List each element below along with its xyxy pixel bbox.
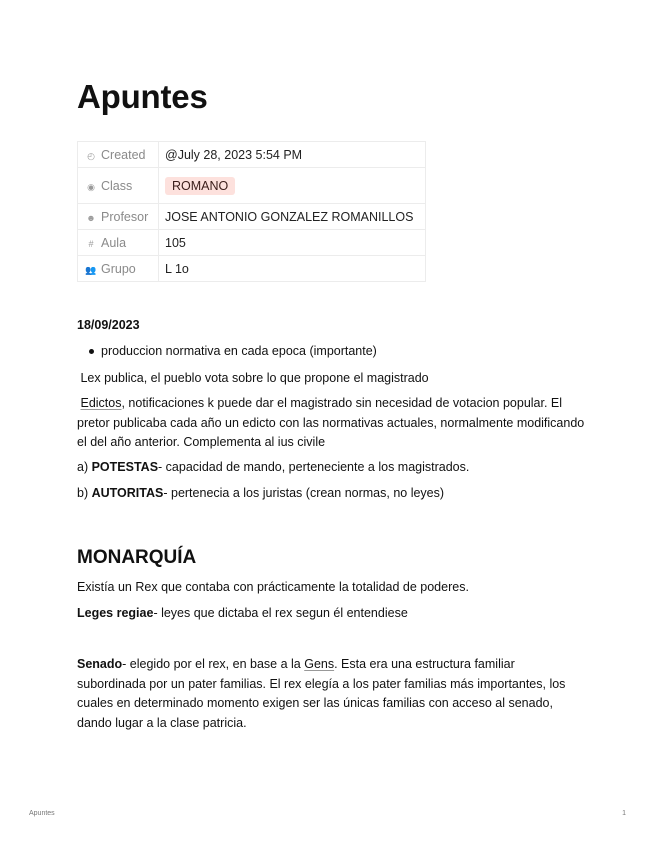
- property-grupo: [78, 256, 426, 282]
- edictos-link[interactable]: Edictos: [80, 396, 122, 410]
- property-label-text: Profesor: [101, 209, 149, 224]
- property-aula: [78, 230, 426, 256]
- footer-title: Apuntes: [29, 810, 55, 817]
- class-tag[interactable]: ROMANO: [165, 177, 235, 195]
- bullet-icon: [89, 349, 94, 354]
- edictos-text: , notificaciones k puede dar el magistrado sin necesidad de votacion popular. El pretor publicaba cada año un edicto con las normativas actuales, normalmente modificando el del año anterior. Complementa al ius civile: [77, 396, 585, 449]
- property-label-class: [78, 168, 159, 204]
- property-label-text: Class: [101, 178, 133, 193]
- property-profesor: [78, 204, 426, 230]
- property-class: [78, 168, 426, 204]
- group-icon: 👥: [85, 264, 97, 275]
- property-label-profesor: [78, 204, 159, 230]
- senado-text-after: . Esta era una estructura familiar subordinada por un pater familias. El rex elegía a los pater familias más importantes, los cuales en determinado momento exigen ser las únicas familias con acceso al senado, dando lugar a la clase patricia.: [77, 657, 566, 730]
- person-icon: ☻: [86, 212, 96, 223]
- property-label-created: [78, 142, 159, 168]
- senado-term: Senado: [77, 657, 123, 671]
- list-item-text: produccion normativa en cada epoca (importante): [101, 344, 377, 358]
- property-label-text: Grupo: [101, 261, 136, 276]
- senado-paragraph: [77, 655, 572, 733]
- hash-icon: #: [88, 238, 94, 249]
- property-label-text: Aula: [101, 235, 127, 250]
- potestas-paragraph: [77, 458, 469, 478]
- note-date: 18/09/2023: [77, 318, 140, 332]
- potestas-text: - capacidad de mando, perteneciente a los magistrados.: [158, 460, 470, 474]
- section-heading: MONARQUÍA: [77, 547, 197, 568]
- lex-paragraph: Lex publica, el pueblo vota sobre lo que propone el magistrado: [77, 371, 429, 385]
- leges-term: Leges regiae: [77, 606, 154, 620]
- page-title: Apuntes: [77, 78, 208, 115]
- property-value-created[interactable]: @July 28, 2023 5:54 PM: [159, 142, 426, 168]
- property-value-profesor[interactable]: JOSE ANTONIO GONZALEZ ROMANILLOS: [159, 204, 426, 230]
- leges-text: - leyes que dictaba el rex segun él entendiese: [153, 606, 408, 620]
- property-label-grupo: [78, 256, 159, 282]
- select-icon: ◉: [87, 181, 95, 192]
- page-number: 1: [622, 810, 626, 817]
- property-value-class[interactable]: [159, 168, 426, 204]
- senado-text-before: - elegido por el rex, en base a la: [122, 657, 305, 671]
- list-marker: b): [77, 486, 92, 500]
- property-label-text: Created: [101, 147, 146, 162]
- rex-paragraph: Existía un Rex que contaba con prácticamente la totalidad de poderes.: [77, 580, 469, 594]
- clock-icon: ◴: [87, 150, 95, 161]
- edictos-paragraph: [77, 394, 587, 453]
- property-label-aula: [78, 230, 159, 256]
- property-value-grupo[interactable]: L 1o: [159, 256, 426, 282]
- property-value-aula[interactable]: 105: [159, 230, 426, 256]
- autoritas-term: AUTORITAS: [91, 486, 164, 500]
- autoritas-paragraph: [77, 484, 444, 504]
- leges-paragraph: [77, 604, 408, 624]
- potestas-term: POTESTAS: [91, 460, 159, 474]
- property-created: [78, 142, 426, 168]
- autoritas-text: - pertenecia a los juristas (crean normas, no leyes): [163, 486, 445, 500]
- list-marker: a): [77, 460, 92, 474]
- list-item: [89, 342, 377, 362]
- properties-table: [77, 141, 426, 282]
- gens-link[interactable]: Gens: [304, 657, 335, 671]
